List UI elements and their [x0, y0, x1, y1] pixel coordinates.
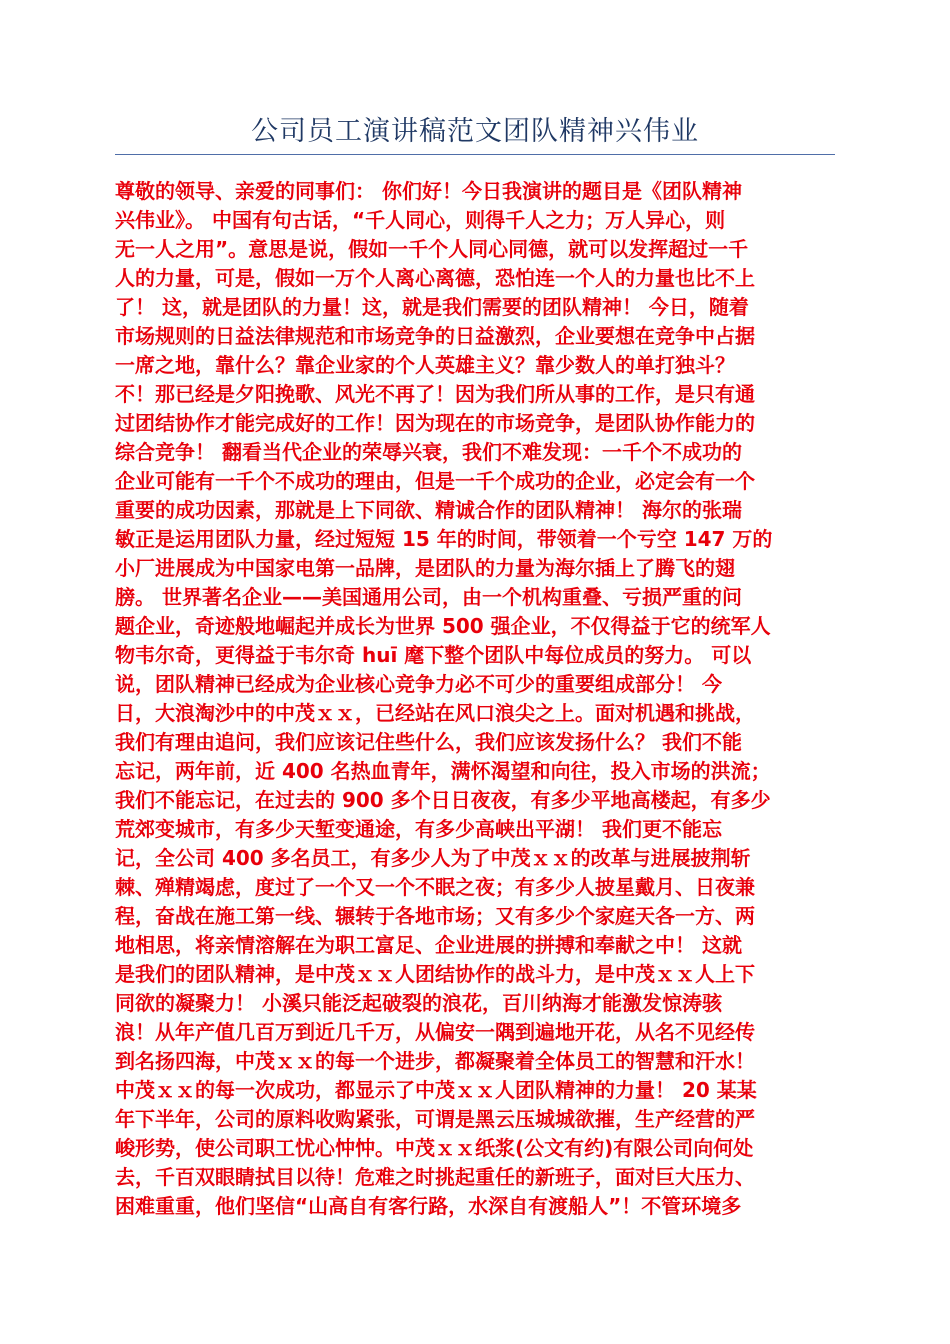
body-text-line: 年下半年，公司的原料收购紧张，可谓是黑云压城城欲摧，生产经营的严 [115, 1107, 755, 1131]
body-text-line: 市场规则的日益法律规范和市场竞争的日益激烈，企业要想在竞争中占据 [115, 324, 755, 348]
body-text-line: 企业可能有一千个不成功的理由，但是一千个成功的企业，必定会有一个 [115, 469, 755, 493]
document-body [115, 177, 840, 1221]
body-text-line: 日，大浪淘沙中的中茂ｘｘ，已经站在风口浪尖之上。面对机遇和挑战， [115, 701, 755, 725]
body-text-line: 尊敬的领导、亲爱的同事们： 你们好！今日我演讲的题目是《团队精神 [115, 179, 742, 203]
body-text-line: 无一人之用”。意思是说，假如一千个人同心同德，就可以发挥超过一千 [115, 237, 749, 261]
body-text-line: 地相思，将亲情溶解在为职工富足、企业进展的拼搏和奉献之中！ 这就 [115, 933, 742, 957]
body-text-line: 人的力量，可是，假如一万个人离心离德，恐怕连一个人的力量也比不上 [115, 266, 755, 290]
body-text-line: 一席之地，靠什么？靠企业家的个人英雄主义？靠少数人的单打独斗？ [115, 353, 735, 377]
body-text-line: 到名扬四海，中茂ｘｘ的每一个进步，都凝聚着全体员工的智慧和汗水！ [115, 1049, 755, 1073]
body-text-line: 忘记，两年前，近 400 名热血青年，满怀渴望和向往，投入市场的洪流； [115, 759, 771, 783]
body-text-line: 浪！从年产值几百万到近几千万，从偏安一隅到遍地开花，从名不见经传 [115, 1020, 755, 1044]
document-title: 公司员工演讲稿范文团队精神兴伟业 [251, 116, 699, 147]
body-text-line: 程，奋战在施工第一线、辗转于各地市场；又有多少个家庭天各一方、两 [115, 904, 755, 928]
body-text-line: 不！那已经是夕阳挽歌、风光不再了！因为我们所从事的工作，是只有通 [115, 382, 755, 406]
body-text-line: 荒郊变城市，有多少天堑变通途，有多少高峡出平湖！ 我们更不能忘 [115, 817, 722, 841]
body-text-line: 中茂ｘｘ的每一次成功，都显示了中茂ｘｘ人团队精神的力量！ 20 某某 [115, 1078, 757, 1102]
body-text-line: 棘、殚精竭虑，度过了一个又一个不眠之夜；有多少人披星戴月、日夜兼 [115, 875, 755, 899]
body-text-line: 过团结协作才能完成好的工作！因为现在的市场竞争，是团队协作能力的 [115, 411, 755, 435]
body-text-line: 我们不能忘记，在过去的 900 多个日日夜夜，有多少平地高楼起，有多少 [115, 788, 771, 812]
body-text-line: 是我们的团队精神，是中茂ｘｘ人团结协作的战斗力，是中茂ｘｘ人上下 [115, 962, 755, 986]
body-text-line: 困难重重，他们坚信“山高自有客行路，水深自有渡船人”！不管环境多 [115, 1194, 742, 1218]
body-text-line: 记，全公司 400 多名员工，有多少人为了中茂ｘｘ的改革与进展披荆斩 [115, 846, 751, 870]
body-text-line: 综合竞争！ 翻看当代企业的荣辱兴衰，我们不难发现：一千个不成功的 [115, 440, 742, 464]
body-text-line: 题企业，奇迹般地崛起并成长为世界 500 强企业，不仅得益于它的统军人 [115, 614, 771, 638]
body-text-line: 同欲的凝聚力！ 小溪只能泛起破裂的浪花，百川纳海才能激发惊涛骇 [115, 991, 722, 1015]
body-text-line: 物韦尔奇，更得益于韦尔奇 huī 麾下整个团队中每位成员的努力。 可以 [115, 643, 752, 667]
body-text-line: 重要的成功因素，那就是上下同欲、精诚合作的团队精神！ 海尔的张瑞 [115, 498, 742, 522]
body-text-line: 膀。 世界著名企业——美国通用公司，由一个机构重叠、亏损严重的问 [115, 585, 742, 609]
title-underline [115, 154, 835, 155]
body-text-line: 峻形势，使公司职工忧心忡忡。中茂ｘｘ纸浆(公文有约)有限公司向何处 [115, 1136, 754, 1160]
body-text-line: 说，团队精神已经成为企业核心竞争力必不可少的重要组成部分！ 今 [115, 672, 722, 696]
body-text-line: 小厂进展成为中国家电第一品牌，是团队的力量为海尔插上了腾飞的翅 [115, 556, 735, 580]
body-text-line: 去，千百双眼睛拭目以待！危难之时挑起重任的新班子，面对巨大压力、 [115, 1165, 755, 1189]
body-text-line: 兴伟业》。 中国有句古话，“千人同心，则得千人之力；万人异心，则 [115, 208, 726, 232]
body-text-line: 敏正是运用团队力量，经过短短 15 年的时间，带领着一个亏空 147 万的 [115, 527, 773, 551]
body-text-line: 了！ 这，就是团队的力量！这，就是我们需要的团队精神！ 今日，随着 [115, 295, 749, 319]
body-text-line: 我们有理由追问，我们应该记住些什么，我们应该发扬什么？ 我们不能 [115, 730, 742, 754]
